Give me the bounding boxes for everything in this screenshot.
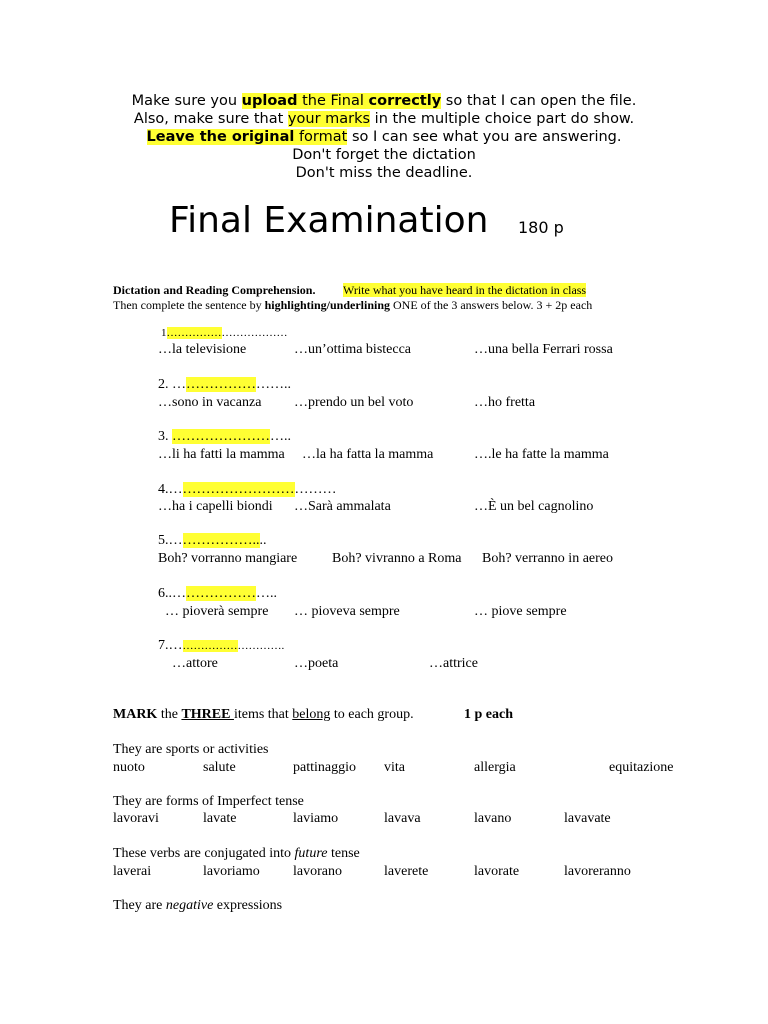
group-label-text: These verbs are conjugated into xyxy=(113,846,295,861)
option-1c[interactable]: …una bella Ferrari rossa xyxy=(474,342,613,357)
highlight-your-marks: your marks xyxy=(287,111,371,127)
answer-line-4[interactable] xyxy=(158,482,337,498)
word-lavava[interactable]: lavava xyxy=(384,811,421,826)
group-4-label xyxy=(113,898,282,914)
three-label: THREE xyxy=(181,707,234,722)
word-lavano[interactable]: lavano xyxy=(474,811,512,826)
instr-text: Also, make sure that xyxy=(133,111,288,127)
instruction-line-4: Don't forget the dictation xyxy=(292,147,476,163)
section1-heading: Dictation and Reading Comprehension. xyxy=(113,283,316,297)
answer-blank-highlight: …………… xyxy=(166,327,222,339)
answer-blank: .. xyxy=(259,533,267,548)
instr-text: the Final xyxy=(297,93,369,109)
group-label-text: tense xyxy=(327,846,360,861)
item-number: 4.… xyxy=(158,482,183,497)
option-2b[interactable]: …prendo un bel voto xyxy=(294,395,414,410)
answer-line-6[interactable] xyxy=(158,586,277,602)
group-label-italic: future xyxy=(294,846,328,861)
option-7c[interactable]: …attrice xyxy=(429,656,478,671)
option-3c[interactable]: ….le ha fatte la mamma xyxy=(474,447,609,462)
item-number: 2. … xyxy=(158,377,186,392)
dictation-note: Write what you have heard in the dictation in class xyxy=(343,283,587,297)
option-6c[interactable]: … piove sempre xyxy=(474,604,567,619)
instr-text: Make sure you xyxy=(131,93,242,109)
word-nuoto[interactable]: nuoto xyxy=(113,760,145,775)
group-3-label xyxy=(113,846,360,862)
instruction-line-3 xyxy=(0,128,768,146)
answer-blank-highlight: …………… xyxy=(186,586,256,601)
word-lavoreranno[interactable]: lavoreranno xyxy=(564,864,631,879)
group-2-label xyxy=(113,794,304,810)
option-6b[interactable]: … pioveva sempre xyxy=(294,604,400,619)
option-6a[interactable]: … pioverà sempre xyxy=(165,604,269,619)
instr-text: so I can see what you are answering. xyxy=(347,129,622,145)
answer-blank-highlight: …………… xyxy=(186,377,256,392)
item-number: 5.… xyxy=(158,533,183,548)
word-lavate[interactable]: lavate xyxy=(203,811,237,826)
answer-blank: ……………… xyxy=(221,327,288,339)
instr-text: in the multiple choice part do show. xyxy=(370,111,635,127)
sub-text-bold: highlighting/underlining xyxy=(264,298,390,312)
instruction-line-2 xyxy=(0,110,768,128)
item-number: 7.… xyxy=(158,638,183,653)
section1-heading-line xyxy=(113,283,315,298)
highlight-upload: upload xyxy=(241,93,298,109)
option-7b[interactable]: …poeta xyxy=(294,656,339,671)
sub-text: Then complete the sentence by xyxy=(113,298,265,312)
answer-blank: …………. xyxy=(237,640,285,652)
answer-line-3[interactable] xyxy=(158,429,291,445)
answer-blank-highlight: …………………… xyxy=(182,482,295,497)
group-1-label: They are sports or activities xyxy=(113,742,269,757)
option-3a[interactable]: …li ha fatti la mamma xyxy=(158,447,285,462)
instruction-line-1 xyxy=(0,92,768,110)
highlight-correctly: correctly xyxy=(368,93,442,109)
section2-points: 1 p each xyxy=(464,707,513,722)
word-pattinaggio[interactable]: pattinaggio xyxy=(293,760,356,775)
answer-blank: ……… xyxy=(294,482,337,497)
word-lavoriamo[interactable]: lavoriamo xyxy=(203,864,260,879)
word-laverete[interactable]: laverete xyxy=(384,864,429,879)
option-3b[interactable]: …la ha fatta la mamma xyxy=(302,447,434,462)
mark-label: MARK xyxy=(113,707,158,722)
section2-heading xyxy=(113,707,414,723)
sub-text: ONE of the 3 answers below. 3 + 2p each xyxy=(390,298,593,312)
word-lavorano[interactable]: lavorano xyxy=(293,864,342,879)
page-title: Final Examination xyxy=(169,200,489,241)
belong-label: belong xyxy=(292,707,331,722)
option-1a[interactable]: …la televisione xyxy=(158,342,247,357)
item-number: 6..… xyxy=(158,586,186,601)
option-4b[interactable]: …Sarà ammalata xyxy=(294,499,391,514)
word-laviamo[interactable]: laviamo xyxy=(293,811,339,826)
answer-blank-highlight: …………… xyxy=(182,640,238,652)
answer-blank-highlight: ………………… xyxy=(172,429,270,444)
group-label-text: expressions xyxy=(213,898,283,913)
option-2c[interactable]: …ho fretta xyxy=(474,395,536,410)
answer-line-5[interactable] xyxy=(158,533,267,549)
answer-line-2[interactable] xyxy=(158,377,291,393)
item-number: 1 xyxy=(161,327,167,339)
word-allergia[interactable]: allergia xyxy=(474,760,516,775)
option-5c[interactable]: Boh? verranno in aereo xyxy=(482,551,613,566)
word-equitazione[interactable]: equitazione xyxy=(609,760,674,775)
heading-text: items that xyxy=(233,707,293,722)
answer-line-7[interactable] xyxy=(158,638,284,654)
answer-line-1[interactable] xyxy=(161,327,288,339)
option-4c[interactable]: …È un bel cagnolino xyxy=(474,499,594,514)
word-lavavate[interactable]: lavavate xyxy=(564,811,611,826)
option-7a[interactable]: …attore xyxy=(172,656,218,671)
option-2a[interactable]: …sono in vacanza xyxy=(158,395,262,410)
word-lavoravi[interactable]: lavoravi xyxy=(113,811,159,826)
word-salute[interactable]: salute xyxy=(203,760,236,775)
option-5a[interactable]: Boh? vorranno mangiare xyxy=(158,551,298,566)
option-5b[interactable]: Boh? vivranno a Roma xyxy=(332,551,462,566)
section1-note xyxy=(343,283,586,298)
answer-blank-highlight: …………….. xyxy=(182,533,260,548)
heading-text: to each group. xyxy=(330,707,414,722)
answer-blank: ….. xyxy=(256,586,277,601)
word-lavorate[interactable]: lavorate xyxy=(474,864,520,879)
item-number: 3. xyxy=(158,429,172,444)
group-label-italic: negative xyxy=(165,898,214,913)
answer-blank: ….. xyxy=(270,429,291,444)
highlight-format: format xyxy=(294,129,348,145)
highlight-leave-original: Leave the original xyxy=(146,129,295,145)
instr-text: so that I can open the file. xyxy=(441,93,637,109)
word-laverai[interactable]: laverai xyxy=(113,864,152,879)
heading-text: the xyxy=(157,707,182,722)
group-label-text: They are forms of Imperfect tense xyxy=(113,794,304,809)
section1-subheading xyxy=(113,298,592,313)
word-vita[interactable]: vita xyxy=(384,760,405,775)
total-points: 180 p xyxy=(518,218,564,237)
option-4a[interactable]: …ha i capelli biondi xyxy=(158,499,273,514)
answer-blank: …….. xyxy=(256,377,291,392)
group-label-text: They are xyxy=(113,898,166,913)
option-1b[interactable]: …un’ottima bistecca xyxy=(294,342,412,357)
instruction-line-5: Don't miss the deadline. xyxy=(295,165,473,181)
